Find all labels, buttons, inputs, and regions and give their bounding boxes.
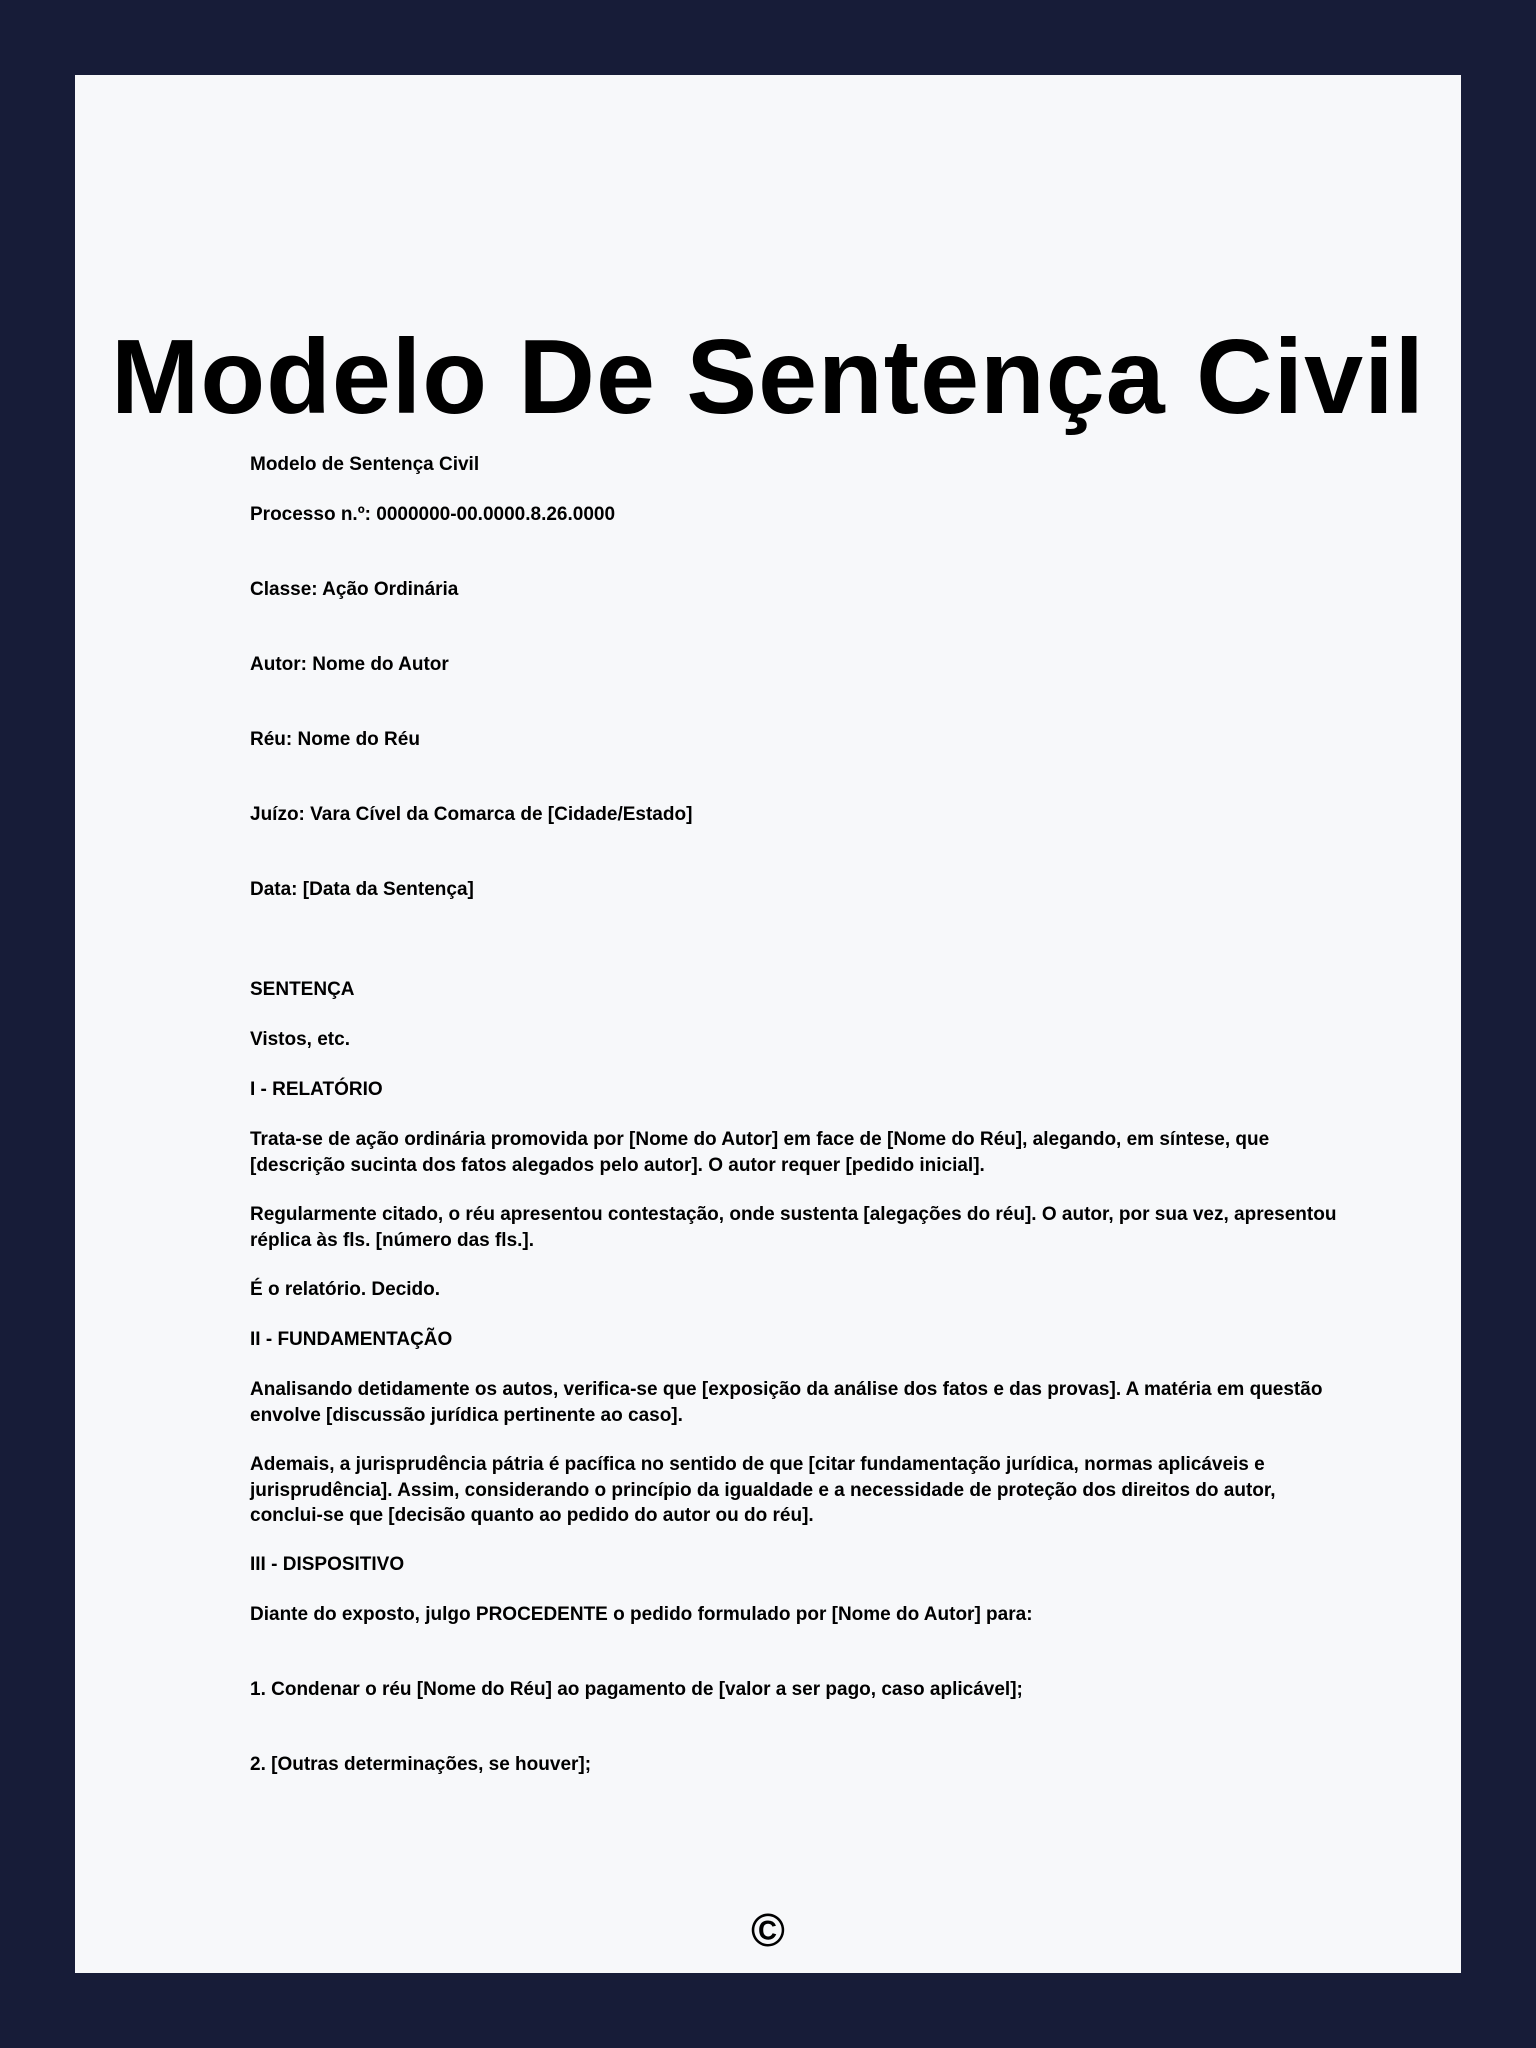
- defendant-field: Réu: Nome do Réu: [250, 729, 420, 750]
- section-report: I - RELATÓRIO: [250, 1079, 383, 1100]
- paragraph-report-2: Regularmente citado, o réu apresentou contestação, onde sustenta [alegações do réu]. O autor, por sua vez, apresentou réplica às fls. [número das fls.].: [250, 1204, 1337, 1251]
- vistos-line: Vistos, etc.: [250, 1029, 350, 1050]
- document-page: [75, 75, 1461, 1973]
- ruling-item-2: 2. [Outras determinações, se houver];: [250, 1754, 592, 1775]
- date-field: Data: [Data da Sentença]: [250, 879, 474, 900]
- paragraph-reasoning-2: Ademais, a jurisprudência pátria é pacífica no sentido de que [citar fundamentação jurídica, normas aplicáveis e jurisprudência]. Assim, considerando o princípio da igualdade e a necessidade de proteção dos direitos do autor, conclui-se que [decisão quanto ao pedido do autor ou do réu].: [250, 1454, 1276, 1526]
- ruling-item-1: 1. Condenar o réu [Nome do Réu] ao pagamento de [valor a ser pago, caso aplicável];: [250, 1679, 1023, 1700]
- paragraph-reasoning-1: Analisando detidamente os autos, verifica-se que [exposição da análise dos fatos e das provas]. A matéria em questão envolve [discussão jurídica pertinente ao caso].: [250, 1379, 1323, 1426]
- author-field: Autor: Nome do Autor: [250, 654, 449, 675]
- paragraph-report-3: É o relatório. Decido.: [250, 1279, 441, 1300]
- document-title: Modelo De Sentença Civil: [111, 318, 1425, 436]
- court-field: Juízo: Vara Cível da Comarca de [Cidade/Estado]: [250, 804, 693, 825]
- section-ruling: III - DISPOSITIVO: [250, 1554, 405, 1575]
- copyright-icon: ©: [751, 1904, 785, 1956]
- class-field: Classe: Ação Ordinária: [250, 579, 459, 600]
- doc-heading: Modelo de Sentença Civil: [250, 454, 480, 475]
- section-sentence: SENTENÇA: [250, 979, 355, 1000]
- process-number: Processo n.º: 0000000-00.0000.8.26.0000: [250, 504, 616, 525]
- section-reasoning: II - FUNDAMENTAÇÃO: [250, 1329, 453, 1350]
- paragraph-report-1: Trata-se de ação ordinária promovida por [Nome do Autor] em face de [Nome do Réu], alegando, em síntese, que [descrição sucinta dos fatos alegados pelo autor]. O autor requer [pedido inicial].: [250, 1129, 1270, 1176]
- paragraph-ruling: Diante do exposto, julgo PROCEDENTE o pedido formulado por [Nome do Autor] para:: [250, 1604, 1033, 1625]
